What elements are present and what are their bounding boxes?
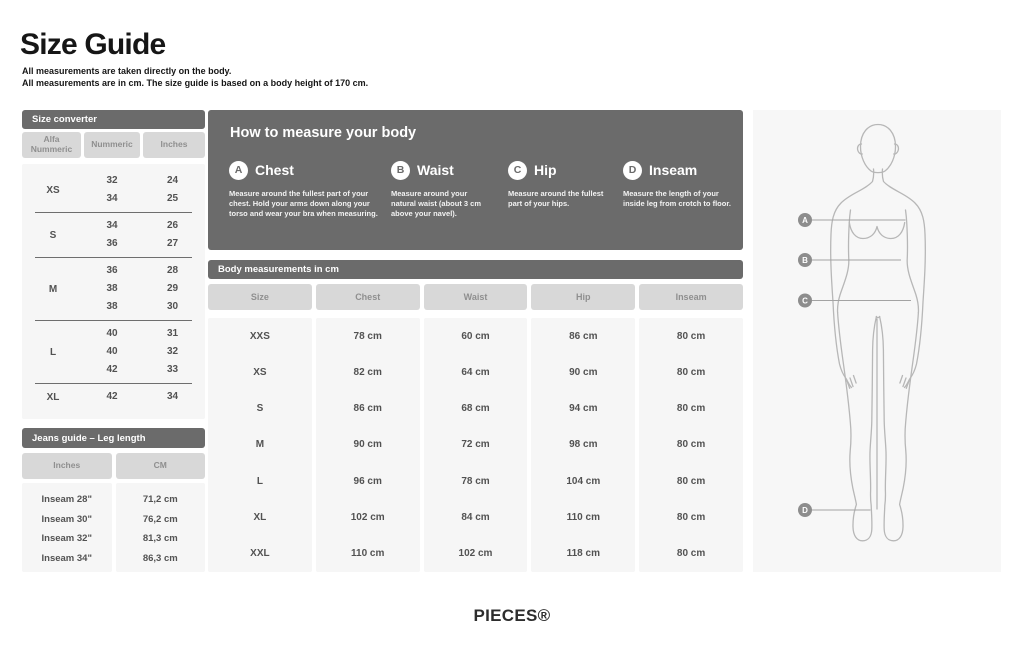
measure-item-heading bbox=[229, 160, 379, 180]
body-measurements-header: Body measurements in cm bbox=[208, 260, 743, 279]
body-measurements-table bbox=[208, 318, 743, 572]
nummeric-values bbox=[84, 217, 140, 253]
inches-values bbox=[140, 217, 205, 253]
inseam-value-cell: 80 cm bbox=[676, 548, 706, 560]
size-converter-column-headers bbox=[22, 132, 205, 158]
marker-b-label: B bbox=[802, 255, 808, 265]
measure-item-waist bbox=[391, 160, 491, 219]
hip-value-cell: 110 cm bbox=[566, 512, 600, 524]
inseam-inches-value: Inseam 32" bbox=[41, 533, 92, 544]
nummeric-values bbox=[84, 172, 140, 208]
letter-badge-icon: C bbox=[508, 161, 527, 180]
waist-value-cell: 64 cm bbox=[461, 366, 490, 378]
measure-item-name: Waist bbox=[417, 162, 454, 178]
waist-value-cell: 78 cm bbox=[461, 475, 490, 487]
column-button-size[interactable]: Size bbox=[208, 284, 312, 310]
inches-value: 26 bbox=[166, 220, 179, 231]
measure-item-chest bbox=[229, 160, 379, 219]
subtitle-line-1: All measurements are taken directly on the body. bbox=[22, 66, 232, 76]
inseam-value-cell: 80 cm bbox=[676, 475, 706, 487]
inseam-inches-value: Inseam 28" bbox=[41, 494, 92, 505]
waist-column bbox=[424, 318, 528, 572]
nummeric-value: 36 bbox=[106, 265, 118, 276]
body-figure-illustration bbox=[753, 110, 1001, 572]
waist-value-cell: 72 cm bbox=[461, 439, 490, 451]
inches-value: 33 bbox=[166, 364, 179, 375]
jeans-guide-table bbox=[22, 483, 205, 572]
inseam-value-cell: 80 cm bbox=[676, 366, 706, 378]
nummeric-value: 40 bbox=[106, 346, 118, 357]
size-column bbox=[208, 318, 312, 572]
inseam-cm-value: 86,3 cm bbox=[142, 552, 178, 564]
column-button-jeans-cm[interactable]: CM bbox=[116, 453, 206, 479]
measure-item-heading bbox=[623, 160, 731, 180]
jeans-guide-header: Jeans guide – Leg length bbox=[22, 428, 205, 448]
nummeric-value: 38 bbox=[106, 301, 118, 312]
page-title: Size Guide bbox=[20, 28, 166, 61]
inseam-cm-value: 71,2 cm bbox=[142, 494, 178, 505]
body-figure-panel bbox=[753, 110, 1001, 572]
measure-item-inseam bbox=[623, 160, 731, 209]
figure-markers bbox=[798, 213, 812, 517]
size-converter-header: Size converter bbox=[22, 110, 205, 129]
marker-d-label: D bbox=[802, 505, 808, 515]
chest-value-cell: 86 cm bbox=[353, 403, 382, 415]
nummeric-value: 34 bbox=[106, 193, 118, 204]
hip-value-cell: 98 cm bbox=[569, 439, 598, 451]
chest-value-cell: 82 cm bbox=[353, 366, 382, 378]
inches-values bbox=[140, 172, 205, 208]
hip-value-cell: 118 cm bbox=[566, 548, 600, 560]
size-converter-table bbox=[22, 164, 205, 419]
column-button-waist[interactable]: Waist bbox=[424, 284, 528, 310]
measurement-lines bbox=[812, 220, 911, 510]
inches-values bbox=[140, 325, 205, 379]
size-converter-group bbox=[22, 168, 205, 212]
hip-value-cell: 86 cm bbox=[569, 330, 598, 342]
inseam-inches-value: Inseam 30" bbox=[41, 513, 92, 525]
inches-values bbox=[140, 388, 205, 406]
size-converter-section bbox=[22, 110, 205, 419]
how-to-measure-panel bbox=[208, 110, 743, 250]
hip-value-cell: 104 cm bbox=[566, 475, 601, 487]
alfa-size-label: XL bbox=[46, 391, 60, 403]
inches-value: 25 bbox=[166, 193, 179, 204]
alfa-size-label: S bbox=[49, 229, 57, 241]
hip-column bbox=[531, 318, 635, 572]
inseam-value-cell: 80 cm bbox=[676, 439, 706, 451]
body-outline bbox=[831, 125, 926, 541]
inseam-inches-value: Inseam 34" bbox=[41, 552, 92, 564]
waist-value-cell: 68 cm bbox=[461, 403, 490, 415]
hip-value-cell: 90 cm bbox=[569, 366, 598, 378]
inches-value: 30 bbox=[166, 301, 179, 312]
measure-item-description: Measure around the fullest part of your chest. Hold your arms down along your torso and wear your bra when measuring. bbox=[229, 189, 378, 218]
size-cell: XL bbox=[253, 512, 267, 524]
measure-item-hip bbox=[508, 160, 612, 209]
inches-value: 31 bbox=[166, 328, 179, 339]
size-converter-group bbox=[22, 384, 205, 410]
size-cell: XXS bbox=[249, 330, 270, 342]
alfa-size-label: L bbox=[49, 346, 57, 358]
nummeric-value: 32 bbox=[106, 175, 118, 186]
size-converter-group bbox=[22, 321, 205, 383]
waist-value-cell: 102 cm bbox=[458, 548, 493, 560]
measure-item-name: Chest bbox=[255, 162, 294, 178]
inches-value: 28 bbox=[166, 265, 179, 276]
body-measurements-column-headers bbox=[208, 284, 743, 310]
letter-badge-icon: D bbox=[623, 161, 642, 180]
nummeric-values bbox=[84, 262, 140, 316]
chest-value-cell: 78 cm bbox=[353, 330, 382, 342]
chest-value-cell: 102 cm bbox=[350, 512, 385, 524]
inseam-column bbox=[639, 318, 743, 572]
size-cell: XS bbox=[253, 366, 267, 378]
column-button-hip[interactable]: Hip bbox=[531, 284, 635, 310]
waist-value-cell: 84 cm bbox=[461, 512, 490, 524]
nummeric-value: 42 bbox=[106, 391, 118, 402]
inseam-value-cell: 80 cm bbox=[676, 403, 706, 415]
jeans-guide-column-headers bbox=[22, 453, 205, 479]
measure-item-heading bbox=[391, 160, 491, 180]
size-cell: L bbox=[256, 475, 263, 487]
inches-value: 32 bbox=[166, 346, 179, 357]
inches-value: 34 bbox=[166, 391, 179, 402]
inches-value: 29 bbox=[166, 283, 179, 294]
inches-value: 24 bbox=[166, 175, 179, 186]
how-to-measure-title: How to measure your body bbox=[230, 125, 417, 141]
nummeric-value: 40 bbox=[106, 328, 118, 339]
column-button-jeans-inches[interactable]: Inches bbox=[22, 453, 112, 479]
column-button-chest[interactable]: Chest bbox=[316, 284, 420, 310]
marker-c-label: C bbox=[802, 296, 808, 306]
alfa-size-label: XS bbox=[46, 184, 60, 196]
size-cell: S bbox=[256, 403, 264, 415]
size-cell: XXL bbox=[250, 548, 270, 560]
page-subtitle bbox=[22, 66, 368, 89]
size-converter-group bbox=[22, 213, 205, 257]
inches-values bbox=[140, 262, 205, 316]
column-button-nummeric[interactable]: Nummeric bbox=[84, 132, 140, 158]
measure-item-name: Hip bbox=[534, 162, 557, 178]
chest-value-cell: 96 cm bbox=[353, 475, 382, 487]
alfa-size-label: M bbox=[48, 283, 58, 295]
measure-item-description: Measure around the fullest part of your hips. bbox=[508, 189, 604, 208]
size-converter-group bbox=[22, 258, 205, 320]
jeans-guide-section bbox=[22, 428, 205, 572]
nummeric-values bbox=[84, 325, 140, 379]
inseam-cm-value: 81,3 cm bbox=[142, 533, 178, 544]
letter-badge-icon: A bbox=[229, 161, 248, 180]
chest-value-cell: 90 cm bbox=[353, 439, 382, 451]
column-button-inseam[interactable]: Inseam bbox=[639, 284, 743, 310]
inseam-value-cell: 80 cm bbox=[676, 512, 706, 524]
jeans-inches-column bbox=[22, 483, 112, 572]
subtitle-line-2: All measurements are in cm. The size guide is based on a body height of 170 cm. bbox=[22, 77, 369, 88]
inseam-value-cell: 80 cm bbox=[676, 330, 706, 342]
column-button-alfa-nummeric[interactable]: Alfa Nummeric bbox=[22, 132, 81, 158]
chest-value-cell: 110 cm bbox=[351, 548, 385, 560]
inseam-cm-value: 76,2 cm bbox=[142, 513, 178, 525]
size-cell: M bbox=[255, 439, 265, 451]
hip-value-cell: 94 cm bbox=[569, 403, 598, 415]
measure-item-description: Measure the length of your inside leg from crotch to floor. bbox=[623, 189, 731, 208]
measure-item-name: Inseam bbox=[649, 162, 698, 178]
measure-item-description: Measure around your natural waist (about 3 cm above your navel). bbox=[391, 189, 482, 218]
chest-column bbox=[316, 318, 420, 572]
measure-item-heading bbox=[508, 160, 612, 180]
waist-value-cell: 60 cm bbox=[461, 330, 490, 342]
column-button-inches[interactable]: Inches bbox=[143, 132, 205, 158]
letter-badge-icon: B bbox=[391, 161, 410, 180]
nummeric-values bbox=[84, 388, 140, 406]
nummeric-value: 38 bbox=[106, 283, 118, 294]
marker-a-label: A bbox=[802, 215, 808, 225]
inches-value: 27 bbox=[166, 238, 179, 249]
brand-logo: PIECES® bbox=[473, 606, 551, 625]
nummeric-value: 42 bbox=[106, 364, 118, 375]
jeans-cm-column bbox=[116, 483, 206, 572]
nummeric-value: 36 bbox=[106, 238, 118, 249]
nummeric-value: 34 bbox=[106, 220, 118, 231]
